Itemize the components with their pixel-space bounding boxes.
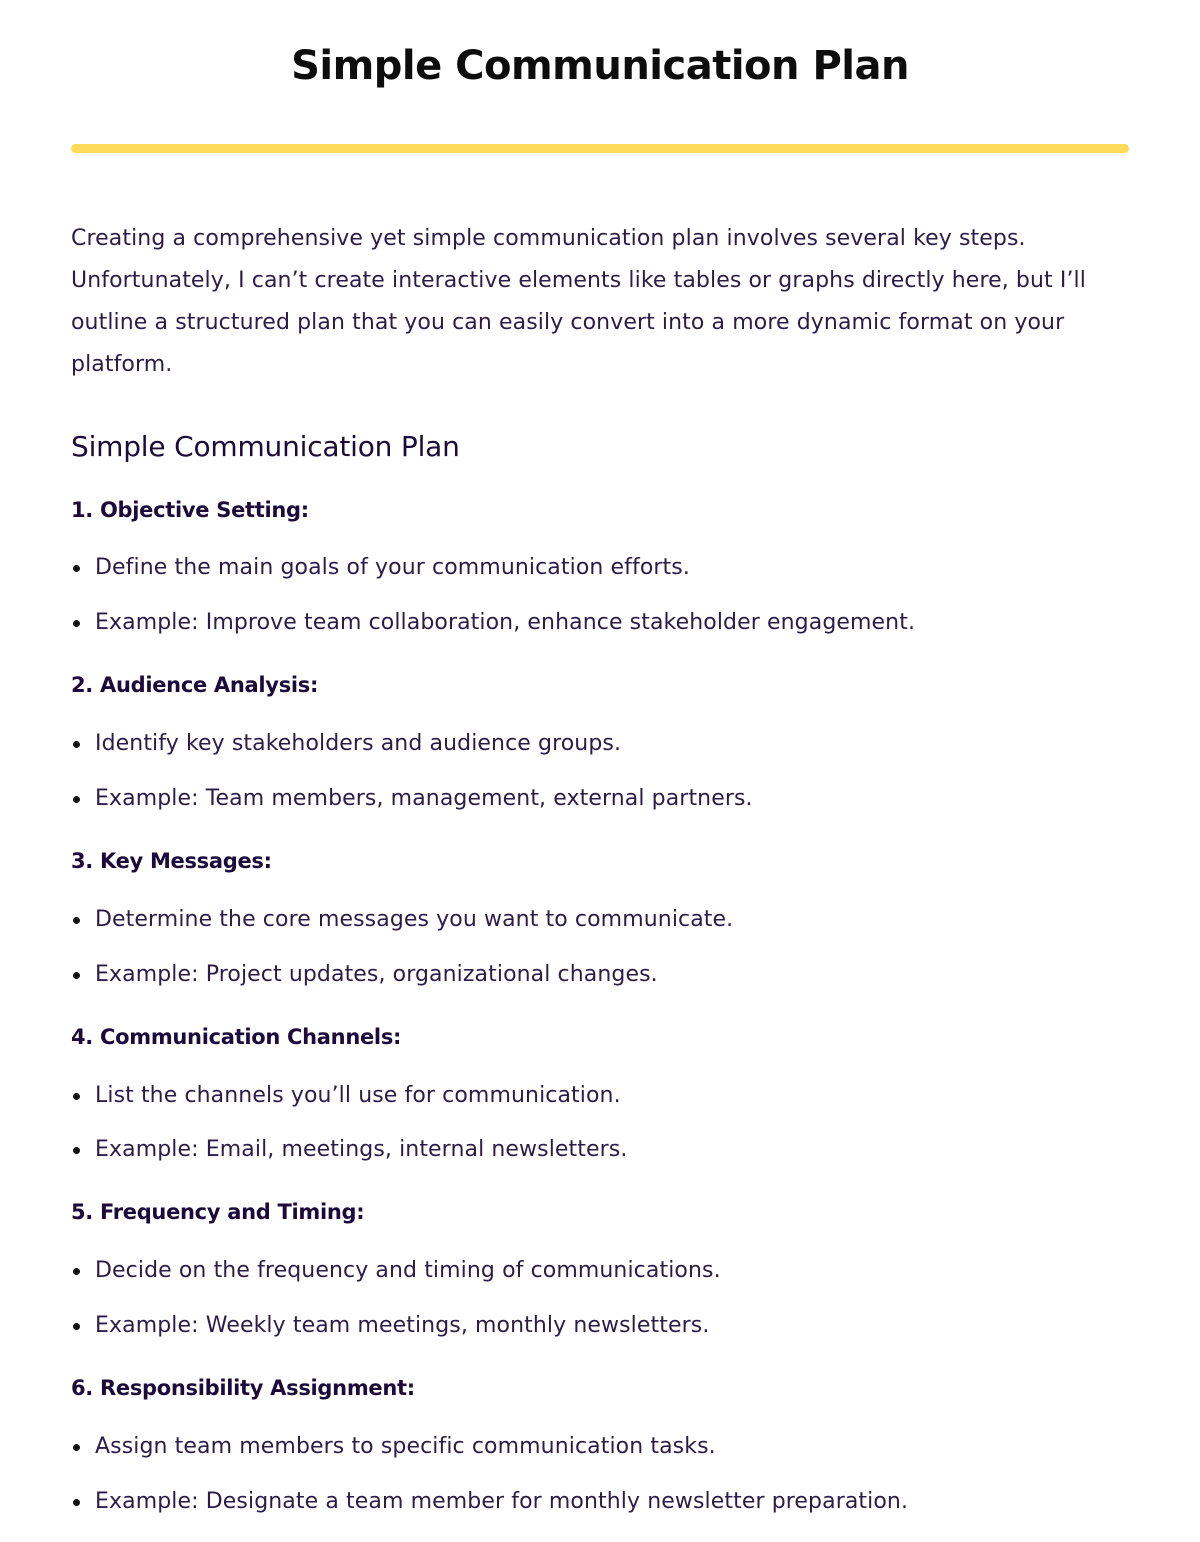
step-title-key-messages: 3. Key Messages: [71, 849, 272, 873]
step-title-objective-setting: 1. Objective Setting: [71, 498, 309, 522]
list-item-text: Example: Weekly team meetings, monthly newsletters. [95, 1313, 710, 1338]
list-item-text: Determine the core messages you want to communicate. [95, 907, 734, 932]
list-item-text: List the channels you’ll use for communication. [95, 1083, 621, 1108]
bullet-icon [73, 1147, 80, 1154]
bullet-icon [73, 1093, 80, 1100]
bullet-icon [73, 972, 80, 979]
bullet-icon [73, 1444, 80, 1451]
intro-paragraph: Creating a comprehensive yet simple communication plan involves several key steps. Unfortunately, I can’t create interactive elements like tables or graphs directly here, but I’ll outline a structured plan that you can easily convert into a more dynamic format on your platform. [71, 226, 1086, 377]
list-item-text: Define the main goals of your communication efforts. [95, 555, 690, 580]
section-heading: Simple Communication Plan [71, 430, 460, 463]
list-item-text: Example: Email, meetings, internal newsletters. [95, 1137, 628, 1162]
bullet-icon [73, 1323, 80, 1330]
bullet-icon [73, 620, 80, 627]
step-title-responsibility-assignment: 6. Responsibility Assignment: [71, 1376, 415, 1400]
bullet-icon [73, 741, 80, 748]
list-item-text: Assign team members to specific communication tasks. [95, 1434, 716, 1459]
step-title-frequency-and-timing: 5. Frequency and Timing: [71, 1200, 365, 1224]
bullet-icon [73, 917, 80, 924]
list-item-text: Example: Project updates, organizational changes. [95, 962, 658, 987]
list-item-text: Example: Designate a team member for monthly newsletter preparation. [95, 1489, 909, 1514]
title-divider [71, 144, 1129, 153]
page-title: Simple Communication Plan [291, 43, 909, 89]
list-item-text: Identify key stakeholders and audience groups. [95, 731, 622, 756]
step-title-communication-channels: 4. Communication Channels: [71, 1025, 402, 1049]
list-item-text: Decide on the frequency and timing of communications. [95, 1258, 721, 1283]
list-item-text: Example: Team members, management, external partners. [95, 786, 753, 811]
list-item-text: Example: Improve team collaboration, enhance stakeholder engagement. [95, 610, 916, 635]
bullet-icon [73, 1268, 80, 1275]
step-title-audience-analysis: 2. Audience Analysis: [71, 673, 319, 697]
bullet-icon [73, 1499, 80, 1506]
bullet-icon [73, 796, 80, 803]
bullet-icon [73, 565, 80, 572]
